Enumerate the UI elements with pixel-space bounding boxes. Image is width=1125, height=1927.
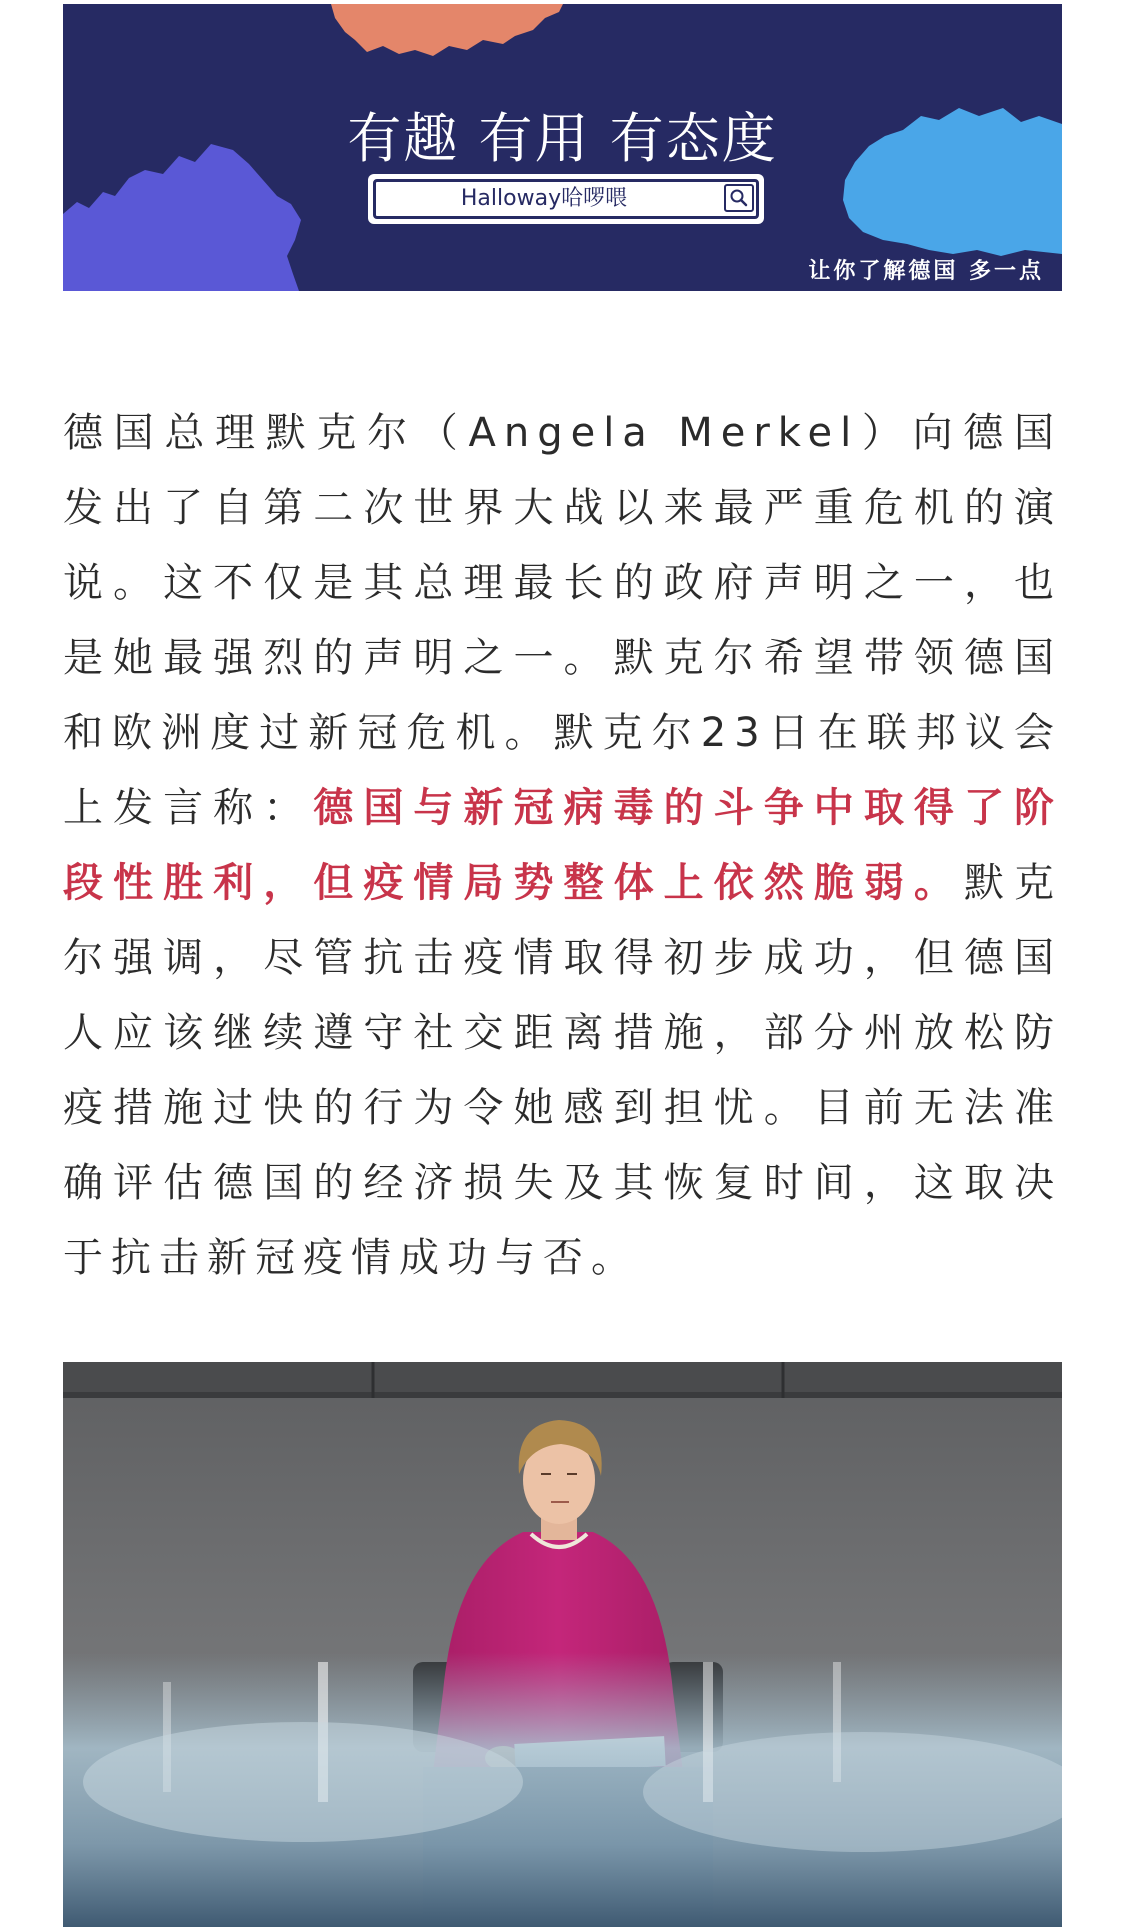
banner-search-box	[368, 174, 764, 224]
article-photo	[63, 1362, 1062, 1927]
article-text-body: 默克尔强调，尽管抗击疫情取得初步成功，但德国人应该继续遵守社交距离措施，部分州放松防疫措施过快的行为令她感到担忧。目前无法准确评估德国的经济损失及其恢复时间，这取决于抗击新冠疫情成功与否。	[63, 860, 1063, 1281]
banner-slogan: 让你了解德国 多一点	[808, 258, 1044, 284]
article-paragraph	[63, 396, 1062, 1296]
photo-speaker-illustration	[63, 1362, 1062, 1927]
article-highlight-quote: 德国与新冠病毒的斗争中取得了阶段性胜利，但疫情局势整体上依然脆弱。	[63, 785, 1063, 906]
header-banner	[63, 4, 1062, 291]
banner-search-text: Halloway哈啰喂	[460, 186, 628, 211]
banner-search-frame	[373, 179, 759, 219]
article-text-intro: 德国总理默克尔（Angela Merkel）向德国发出了自第二次世界大战以来最严重危机的演说。这不仅是其总理最长的政府声明之一，也是她最强烈的声明之一。默克尔希望带领德国和欧洲度过新冠危机。默克尔23日在联邦议会上发言称：	[63, 410, 1062, 831]
search-icon	[724, 184, 754, 212]
banner-title: 有趣 有用 有态度	[347, 107, 778, 170]
